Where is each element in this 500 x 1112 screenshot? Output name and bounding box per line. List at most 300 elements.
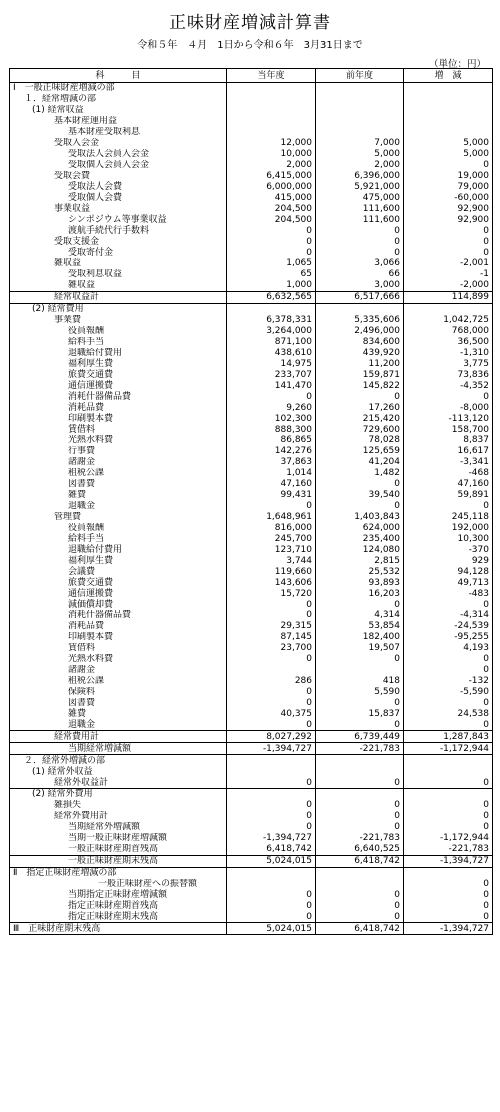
- row-difference: -8,000: [404, 402, 493, 413]
- row-label: Ⅲ 正味財産期末残高: [10, 923, 227, 935]
- row-previous-year: 1,482: [316, 468, 404, 479]
- row-label: 事業収益: [10, 203, 227, 214]
- table-row: [10, 599, 493, 610]
- row-difference: [404, 755, 493, 766]
- table-row: [10, 654, 493, 665]
- table-row: [10, 632, 493, 643]
- row-current-year: 0: [227, 889, 316, 900]
- table-row: [10, 446, 493, 457]
- row-current-year: 0: [227, 900, 316, 911]
- row-difference: -468: [404, 468, 493, 479]
- row-label: 消耗品費: [10, 402, 227, 413]
- row-previous-year: 3,066: [316, 258, 404, 269]
- row-current-year: 15,720: [227, 588, 316, 599]
- row-label: 諸謝金: [10, 665, 227, 676]
- row-label: 経常費用計: [10, 731, 227, 743]
- row-difference: 0: [404, 900, 493, 911]
- row-current-year: 14,975: [227, 358, 316, 369]
- row-current-year: [227, 303, 316, 314]
- row-current-year: [227, 879, 316, 890]
- row-difference: 0: [404, 698, 493, 709]
- row-difference: 158,700: [404, 424, 493, 435]
- row-current-year: 0: [227, 811, 316, 822]
- row-label: 当期経常外増減額: [10, 822, 227, 833]
- row-current-year: [227, 665, 316, 676]
- row-current-year: 6,378,331: [227, 315, 316, 326]
- statement-table: [9, 68, 493, 935]
- row-label: 基本財産受取利息: [10, 127, 227, 138]
- row-label: 指定正味財産期首残高: [10, 900, 227, 911]
- row-previous-year: 124,080: [316, 544, 404, 555]
- row-difference: [404, 867, 493, 878]
- row-label: (2) 経常費用: [10, 303, 227, 314]
- row-current-year: 5,024,015: [227, 855, 316, 867]
- row-previous-year: 111,600: [316, 214, 404, 225]
- row-current-year: 0: [227, 236, 316, 247]
- row-difference: 59,891: [404, 490, 493, 501]
- row-current-year: 0: [227, 822, 316, 833]
- row-current-year: -1,394,727: [227, 743, 316, 755]
- row-previous-year: 6,396,000: [316, 171, 404, 182]
- row-difference: 49,713: [404, 577, 493, 588]
- table-row: [10, 358, 493, 369]
- row-difference: [404, 789, 493, 800]
- row-previous-year: 0: [316, 654, 404, 665]
- row-previous-year: [316, 105, 404, 116]
- row-current-year: [227, 94, 316, 105]
- row-difference: -4,352: [404, 380, 493, 391]
- row-difference: [404, 303, 493, 314]
- row-difference: [404, 94, 493, 105]
- row-difference: -95,255: [404, 632, 493, 643]
- row-current-year: 142,276: [227, 446, 316, 457]
- row-difference: 0: [404, 654, 493, 665]
- document-title: 正味財産増減計算書: [169, 13, 331, 33]
- row-previous-year: 418: [316, 676, 404, 687]
- row-difference: -1,394,727: [404, 923, 493, 935]
- row-current-year: 6,418,742: [227, 844, 316, 855]
- row-current-year: 23,700: [227, 643, 316, 654]
- row-previous-year: 2,000: [316, 160, 404, 171]
- row-previous-year: 6,739,449: [316, 731, 404, 743]
- row-difference: 24,538: [404, 708, 493, 719]
- table-row: [10, 326, 493, 337]
- row-previous-year: 834,600: [316, 337, 404, 348]
- row-current-year: 99,431: [227, 490, 316, 501]
- row-previous-year: 0: [316, 236, 404, 247]
- table-row: [10, 247, 493, 258]
- row-label: 賃借料: [10, 424, 227, 435]
- row-label: 租税公課: [10, 676, 227, 687]
- row-difference: -1,172,944: [404, 833, 493, 844]
- row-difference: -132: [404, 676, 493, 687]
- row-current-year: 1,000: [227, 280, 316, 291]
- table-row: [10, 588, 493, 599]
- row-previous-year: 1,403,843: [316, 512, 404, 523]
- row-difference: -24,539: [404, 621, 493, 632]
- row-label: 受取法人会費: [10, 181, 227, 192]
- document-period: 令和５年 ４月 1日から令和６年 3月31日まで: [137, 40, 363, 51]
- row-previous-year: 624,000: [316, 523, 404, 534]
- row-label: 役員報酬: [10, 326, 227, 337]
- row-previous-year: 0: [316, 911, 404, 922]
- row-previous-year: 0: [316, 889, 404, 900]
- row-previous-year: [316, 879, 404, 890]
- table-row: [10, 192, 493, 203]
- row-previous-year: [316, 116, 404, 127]
- row-label: 渡航手続代行手数料: [10, 225, 227, 236]
- row-difference: 929: [404, 555, 493, 566]
- row-difference: 0: [404, 501, 493, 512]
- table-row: [10, 923, 493, 935]
- table-row: [10, 577, 493, 588]
- row-label: 福利厚生費: [10, 555, 227, 566]
- row-label: (1) 経常収益: [10, 105, 227, 116]
- row-label: 消耗品費: [10, 621, 227, 632]
- row-label: 給料手当: [10, 533, 227, 544]
- header-current-year: 当年度: [227, 69, 316, 83]
- row-label: 減価償却費: [10, 599, 227, 610]
- row-difference: -5,590: [404, 687, 493, 698]
- table-row: [10, 116, 493, 127]
- row-difference: 0: [404, 800, 493, 811]
- row-difference: 192,000: [404, 523, 493, 534]
- row-previous-year: 0: [316, 479, 404, 490]
- row-difference: [404, 127, 493, 138]
- row-difference: [404, 83, 493, 94]
- row-previous-year: 0: [316, 811, 404, 822]
- row-difference: -113,120: [404, 413, 493, 424]
- unit-label: （単位：円）: [428, 59, 486, 70]
- row-difference: 5,000: [404, 149, 493, 160]
- row-label: (1) 経常外収益: [10, 766, 227, 777]
- table-row: [10, 867, 493, 878]
- row-previous-year: [316, 789, 404, 800]
- row-difference: 0: [404, 247, 493, 258]
- table-row: [10, 501, 493, 512]
- table-row: [10, 149, 493, 160]
- row-previous-year: 0: [316, 247, 404, 258]
- row-label: 租税公課: [10, 468, 227, 479]
- table-row: [10, 203, 493, 214]
- table-row: [10, 181, 493, 192]
- row-current-year: 2,000: [227, 160, 316, 171]
- table-row: [10, 533, 493, 544]
- table-row: [10, 719, 493, 730]
- row-label: 消耗什器備品費: [10, 610, 227, 621]
- row-label: 経常収益計: [10, 291, 227, 303]
- table-row: [10, 269, 493, 280]
- row-difference: -221,783: [404, 844, 493, 855]
- row-current-year: 816,000: [227, 523, 316, 534]
- row-previous-year: 2,815: [316, 555, 404, 566]
- table-row: [10, 291, 493, 303]
- row-current-year: 1,014: [227, 468, 316, 479]
- row-previous-year: -221,783: [316, 743, 404, 755]
- table-row: [10, 468, 493, 479]
- row-current-year: 6,000,000: [227, 181, 316, 192]
- header-difference: 増 減: [404, 69, 493, 83]
- row-current-year: 123,710: [227, 544, 316, 555]
- row-previous-year: 0: [316, 900, 404, 911]
- row-label: 受取利息収益: [10, 269, 227, 280]
- header-account: 科 目: [10, 69, 227, 83]
- row-current-year: 0: [227, 391, 316, 402]
- row-label: 行事費: [10, 446, 227, 457]
- row-label: 退職給付費用: [10, 544, 227, 555]
- row-label: 賃借料: [10, 643, 227, 654]
- table-row: [10, 777, 493, 788]
- row-label: 雑損失: [10, 800, 227, 811]
- row-previous-year: 7,000: [316, 138, 404, 149]
- row-difference: 73,836: [404, 369, 493, 380]
- table-row: [10, 479, 493, 490]
- table-row: [10, 127, 493, 138]
- row-label: 会議費: [10, 566, 227, 577]
- row-current-year: 0: [227, 654, 316, 665]
- row-label: 受取個人会費: [10, 192, 227, 203]
- row-label: シンポジウム等事業収益: [10, 214, 227, 225]
- table-row: [10, 280, 493, 291]
- row-difference: -4,314: [404, 610, 493, 621]
- row-label: 経常外収益計: [10, 777, 227, 788]
- row-difference: 4,193: [404, 643, 493, 654]
- row-current-year: [227, 789, 316, 800]
- row-difference: 245,118: [404, 512, 493, 523]
- row-previous-year: 11,200: [316, 358, 404, 369]
- table-row: [10, 457, 493, 468]
- row-previous-year: -221,783: [316, 833, 404, 844]
- table-row: [10, 743, 493, 755]
- row-current-year: [227, 83, 316, 94]
- row-difference: 47,160: [404, 479, 493, 490]
- row-current-year: 29,315: [227, 621, 316, 632]
- row-label: Ⅰ 一般正味財産増減の部: [10, 83, 227, 94]
- row-previous-year: 25,532: [316, 566, 404, 577]
- table-row: [10, 490, 493, 501]
- row-current-year: 87,145: [227, 632, 316, 643]
- row-label: ２．経常外増減の部: [10, 755, 227, 766]
- row-difference: 92,900: [404, 214, 493, 225]
- row-current-year: 233,707: [227, 369, 316, 380]
- row-current-year: 204,500: [227, 214, 316, 225]
- row-previous-year: 6,640,525: [316, 844, 404, 855]
- row-current-year: [227, 766, 316, 777]
- row-difference: -2,001: [404, 258, 493, 269]
- table-row: [10, 544, 493, 555]
- row-previous-year: 0: [316, 719, 404, 730]
- row-previous-year: 66: [316, 269, 404, 280]
- row-difference: 5,000: [404, 138, 493, 149]
- row-previous-year: 6,517,666: [316, 291, 404, 303]
- table-row: [10, 844, 493, 855]
- row-label: 一般正味財産期首残高: [10, 844, 227, 855]
- row-current-year: 0: [227, 800, 316, 811]
- row-difference: 114,899: [404, 291, 493, 303]
- row-label: 旅費交通費: [10, 369, 227, 380]
- row-label: 退職金: [10, 719, 227, 730]
- table-row: [10, 687, 493, 698]
- row-previous-year: 0: [316, 599, 404, 610]
- row-difference: 10,300: [404, 533, 493, 544]
- row-label: 諸謝金: [10, 457, 227, 468]
- row-label: 管理費: [10, 512, 227, 523]
- row-current-year: [227, 867, 316, 878]
- row-difference: 0: [404, 236, 493, 247]
- row-label: 当期経常増減額: [10, 743, 227, 755]
- row-current-year: 6,632,565: [227, 291, 316, 303]
- row-current-year: 245,700: [227, 533, 316, 544]
- row-previous-year: 5,590: [316, 687, 404, 698]
- row-label: 受取支援金: [10, 236, 227, 247]
- row-previous-year: 729,600: [316, 424, 404, 435]
- table-row: [10, 348, 493, 359]
- row-difference: -1,172,944: [404, 743, 493, 755]
- table-row: [10, 621, 493, 632]
- row-current-year: 143,606: [227, 577, 316, 588]
- row-current-year: 47,160: [227, 479, 316, 490]
- table-row: [10, 214, 493, 225]
- row-previous-year: 15,837: [316, 708, 404, 719]
- table-row: [10, 731, 493, 743]
- row-previous-year: 17,260: [316, 402, 404, 413]
- row-previous-year: 0: [316, 225, 404, 236]
- row-previous-year: 0: [316, 800, 404, 811]
- row-previous-year: 41,204: [316, 457, 404, 468]
- row-difference: 19,000: [404, 171, 493, 182]
- row-label: 図書費: [10, 698, 227, 709]
- row-current-year: 0: [227, 698, 316, 709]
- row-current-year: 438,610: [227, 348, 316, 359]
- row-previous-year: 6,418,742: [316, 855, 404, 867]
- row-current-year: 1,065: [227, 258, 316, 269]
- row-previous-year: 159,871: [316, 369, 404, 380]
- row-current-year: 0: [227, 777, 316, 788]
- table-row: [10, 337, 493, 348]
- row-label: 雑収益: [10, 258, 227, 269]
- row-label: 印刷製本費: [10, 632, 227, 643]
- table-row: [10, 676, 493, 687]
- row-current-year: [227, 755, 316, 766]
- row-previous-year: 16,203: [316, 588, 404, 599]
- row-label: 退職給付費用: [10, 348, 227, 359]
- row-difference: 16,617: [404, 446, 493, 457]
- table-row: [10, 236, 493, 247]
- table-row: [10, 708, 493, 719]
- row-current-year: 102,300: [227, 413, 316, 424]
- row-previous-year: 235,400: [316, 533, 404, 544]
- row-label: Ⅱ 指定正味財産増減の部: [10, 867, 227, 878]
- table-row: [10, 610, 493, 621]
- row-current-year: 0: [227, 225, 316, 236]
- table-row: [10, 643, 493, 654]
- row-difference: [404, 116, 493, 127]
- table-row: [10, 800, 493, 811]
- row-label: 保険料: [10, 687, 227, 698]
- row-label: 消耗什器備品費: [10, 391, 227, 402]
- table-row: [10, 811, 493, 822]
- table-row: [10, 402, 493, 413]
- row-previous-year: [316, 766, 404, 777]
- row-previous-year: 0: [316, 501, 404, 512]
- row-previous-year: [316, 303, 404, 314]
- row-difference: -483: [404, 588, 493, 599]
- row-label: 経常外費用計: [10, 811, 227, 822]
- row-label: 雑費: [10, 708, 227, 719]
- row-label: (2) 経常外費用: [10, 789, 227, 800]
- row-previous-year: 5,000: [316, 149, 404, 160]
- row-label: 受取個人会員入会金: [10, 160, 227, 171]
- row-current-year: 119,660: [227, 566, 316, 577]
- table-row: [10, 160, 493, 171]
- row-difference: -370: [404, 544, 493, 555]
- row-previous-year: 5,335,606: [316, 315, 404, 326]
- table-row: [10, 258, 493, 269]
- row-label: 旅費交通費: [10, 577, 227, 588]
- table-row: [10, 225, 493, 236]
- row-previous-year: 215,420: [316, 413, 404, 424]
- row-previous-year: 475,000: [316, 192, 404, 203]
- row-label: 光熱水料費: [10, 435, 227, 446]
- row-difference: 92,900: [404, 203, 493, 214]
- row-difference: 0: [404, 822, 493, 833]
- row-current-year: 3,744: [227, 555, 316, 566]
- table-row: [10, 94, 493, 105]
- row-label: 基本財産運用益: [10, 116, 227, 127]
- row-difference: 0: [404, 665, 493, 676]
- row-difference: 1,287,843: [404, 731, 493, 743]
- row-current-year: 5,024,015: [227, 923, 316, 935]
- row-label: 退職金: [10, 501, 227, 512]
- row-current-year: 141,470: [227, 380, 316, 391]
- header-previous-year: 前年度: [316, 69, 404, 83]
- row-difference: 94,128: [404, 566, 493, 577]
- table-row: [10, 413, 493, 424]
- row-previous-year: 125,659: [316, 446, 404, 457]
- row-current-year: 3,264,000: [227, 326, 316, 337]
- row-difference: -3,341: [404, 457, 493, 468]
- row-label: 印刷製本費: [10, 413, 227, 424]
- row-label: 受取法人会員入会金: [10, 149, 227, 160]
- table-row: [10, 879, 493, 890]
- row-current-year: 204,500: [227, 203, 316, 214]
- table-row: [10, 171, 493, 182]
- table-row: [10, 566, 493, 577]
- row-current-year: 0: [227, 501, 316, 512]
- row-label: 役員報酬: [10, 523, 227, 534]
- row-previous-year: [316, 94, 404, 105]
- row-difference: -60,000: [404, 192, 493, 203]
- row-current-year: 65: [227, 269, 316, 280]
- row-current-year: 10,000: [227, 149, 316, 160]
- row-difference: 0: [404, 911, 493, 922]
- row-difference: -1,394,727: [404, 855, 493, 867]
- row-previous-year: [316, 867, 404, 878]
- table-row: [10, 822, 493, 833]
- row-difference: 0: [404, 599, 493, 610]
- row-previous-year: 4,314: [316, 610, 404, 621]
- row-previous-year: 111,600: [316, 203, 404, 214]
- table-row: [10, 698, 493, 709]
- row-previous-year: 439,920: [316, 348, 404, 359]
- row-previous-year: 39,540: [316, 490, 404, 501]
- row-difference: 0: [404, 391, 493, 402]
- row-difference: -2,000: [404, 280, 493, 291]
- row-difference: 3,775: [404, 358, 493, 369]
- row-difference: 0: [404, 160, 493, 171]
- row-previous-year: 6,418,742: [316, 923, 404, 935]
- statement-body: [10, 83, 493, 935]
